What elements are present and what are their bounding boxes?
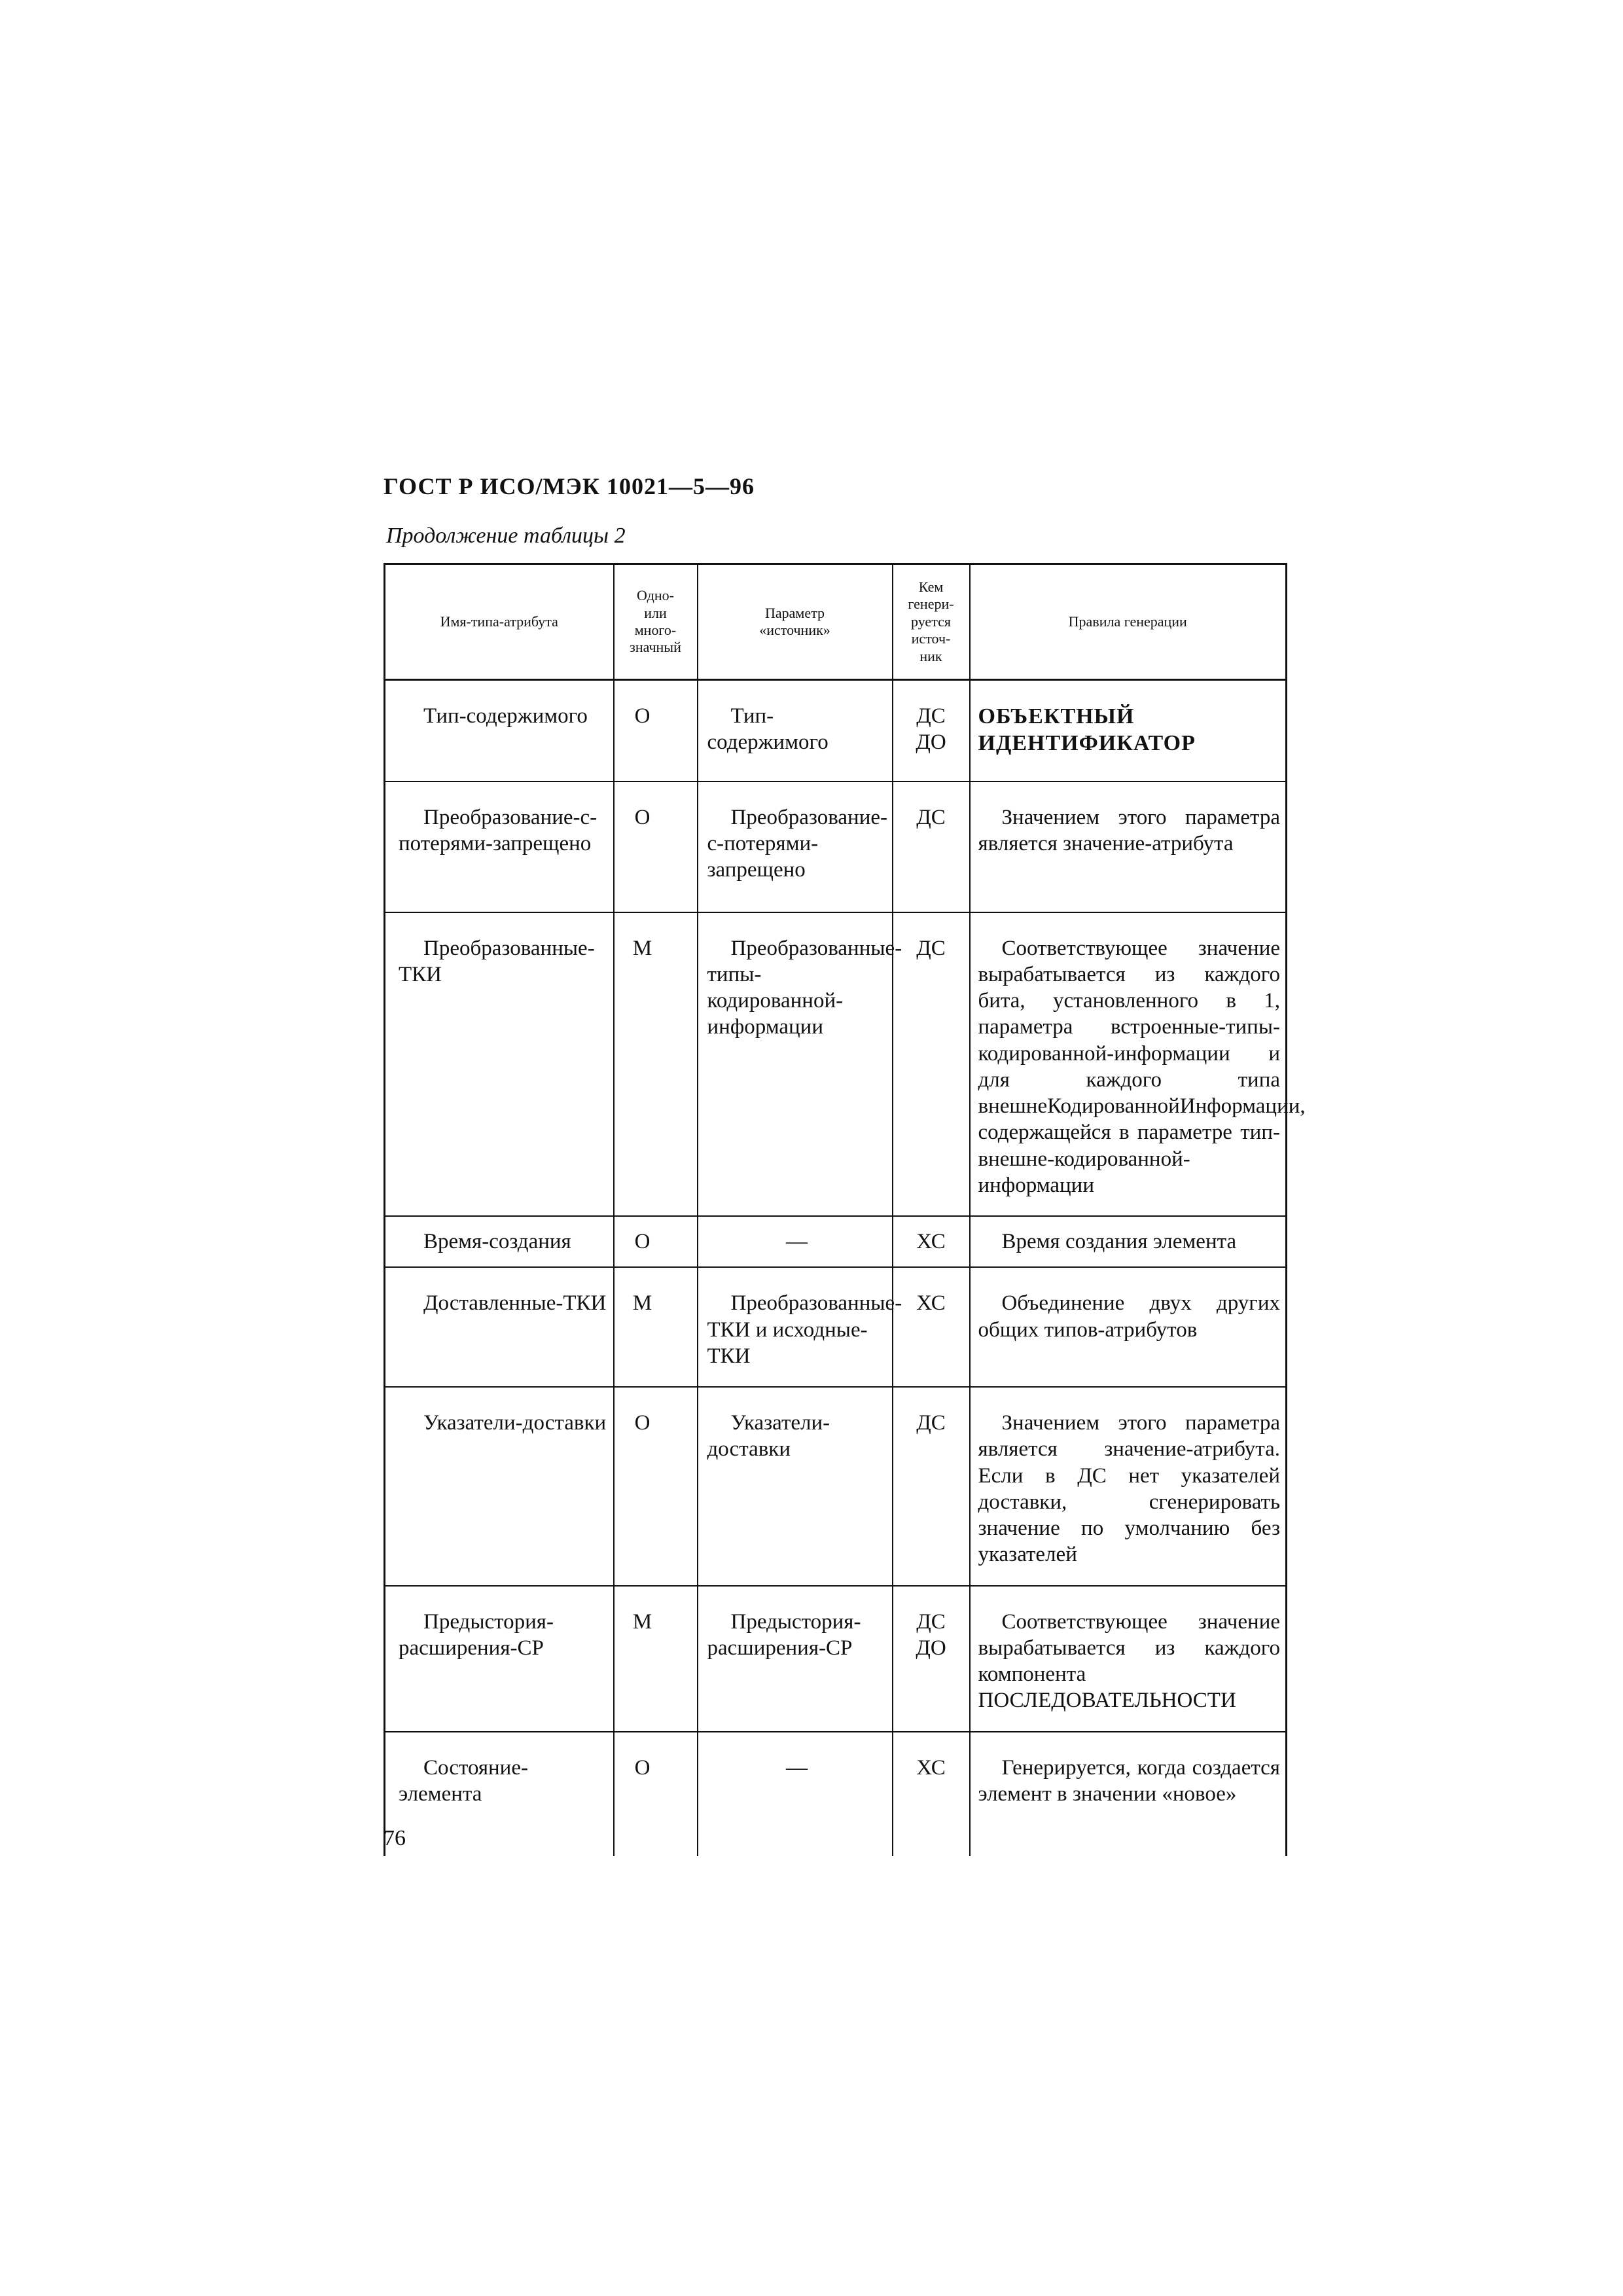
column-header-source-parameter: Параметр «источник» xyxy=(698,564,893,680)
cell-source: Указатели-доставки xyxy=(698,1387,893,1586)
cell-attribute-name: Время-создания xyxy=(385,1216,614,1267)
cell-rule: Время создания элемента xyxy=(970,1216,1287,1267)
cell-attribute-name: Указатели-доставки xyxy=(385,1387,614,1586)
cell-generated-by: ДС xyxy=(893,781,970,912)
column-header-generation-rules: Правила генерации xyxy=(970,564,1287,680)
cell-multiplicity: О xyxy=(614,1387,698,1586)
cell-multiplicity: О xyxy=(614,1216,698,1267)
cell-attribute-name: Тип-содержимого xyxy=(385,680,614,781)
attributes-table xyxy=(383,563,1306,1856)
cell-source: — xyxy=(698,1732,893,1856)
page-number: 76 xyxy=(383,1826,406,1850)
cell-multiplicity: О xyxy=(614,1732,698,1856)
cell-generated-by: ДС xyxy=(893,912,970,1217)
cell-multiplicity: М xyxy=(614,1267,698,1387)
cell-generated-by: ДС xyxy=(893,1387,970,1586)
cell-rule: Соответствующее значение вырабатывается из каждого бита, установленного в 1, параметра встроенные-типы-кодированной-информации и для каждого типа внешнеКодированнойИнформации, содержащейся в параметре тип-внешне-кодированной-информации xyxy=(970,912,1287,1217)
cell-rule: Соответствующее значение вырабатывается из каждого компонента ПОСЛЕДОВАТЕЛЬНОСТИ xyxy=(970,1586,1287,1732)
cell-attribute-name: Предыстория-расширения-СР xyxy=(385,1586,614,1732)
cell-source: Преобразованные-типы-кодированной-информации xyxy=(698,912,893,1217)
table-row xyxy=(385,680,1287,781)
cell-rule: Значением этого параметра является значение-атрибута xyxy=(970,781,1287,912)
table-row xyxy=(385,781,1287,912)
table-row xyxy=(385,1586,1287,1732)
column-header-generated-by: Кем генери- руется источ- ник xyxy=(893,564,970,680)
cell-multiplicity: М xyxy=(614,912,698,1217)
cell-attribute-name: Преобразование-с-потерями-запрещено xyxy=(385,781,614,912)
table-row xyxy=(385,1216,1287,1267)
cell-attribute-name: Преобразованные-ТКИ xyxy=(385,912,614,1217)
cell-multiplicity: М xyxy=(614,1586,698,1732)
cell-rule: Значением этого параметра является значение-атрибута. Если в ДС нет указателей доставки, сгенерировать значение по умолчанию без указателей xyxy=(970,1387,1287,1586)
cell-source: — xyxy=(698,1216,893,1267)
table-row xyxy=(385,1732,1287,1856)
cell-generated-by: ХС xyxy=(893,1267,970,1387)
table-row xyxy=(385,1267,1287,1387)
cell-attribute-name: Состояние-элемента xyxy=(385,1732,614,1856)
cell-generated-by: ХС xyxy=(893,1732,970,1856)
cell-rule: ОБЪЕКТНЫЙ ИДЕНТИФИКАТОР xyxy=(970,680,1287,781)
cell-source: Преобразованные-ТКИ и исходные-ТКИ xyxy=(698,1267,893,1387)
cell-source: Преобразование-с-потерями-запрещено xyxy=(698,781,893,912)
cell-generated-by: ДС ДО xyxy=(893,680,970,781)
document-header: ГОСТ Р ИСО/МЭК 10021—5—96 xyxy=(383,473,755,499)
column-header-multiplicity: Одно- или много- значный xyxy=(614,564,698,680)
cell-attribute-name: Доставленные-ТКИ xyxy=(385,1267,614,1387)
cell-multiplicity: О xyxy=(614,680,698,781)
cell-source: Тип-содержимого xyxy=(698,680,893,781)
cell-rule: Генерируется, когда создается элемент в значении «новое» xyxy=(978,1755,1280,1806)
table-row xyxy=(385,912,1287,1217)
cell-source: Предыстория-расширения-СР xyxy=(698,1586,893,1732)
table-row xyxy=(385,1387,1287,1586)
cell-multiplicity: О xyxy=(614,781,698,912)
cell-generated-by: ДС ДО xyxy=(893,1586,970,1732)
column-header-attribute-type: Имя-типа-атрибута xyxy=(385,564,614,680)
table-caption: Продолжение таблицы 2 xyxy=(386,524,626,548)
table-header-row xyxy=(385,564,1287,680)
cell-rule: Объединение двух других общих типов-атрибутов xyxy=(970,1267,1287,1387)
cell-generated-by: ХС xyxy=(893,1216,970,1267)
